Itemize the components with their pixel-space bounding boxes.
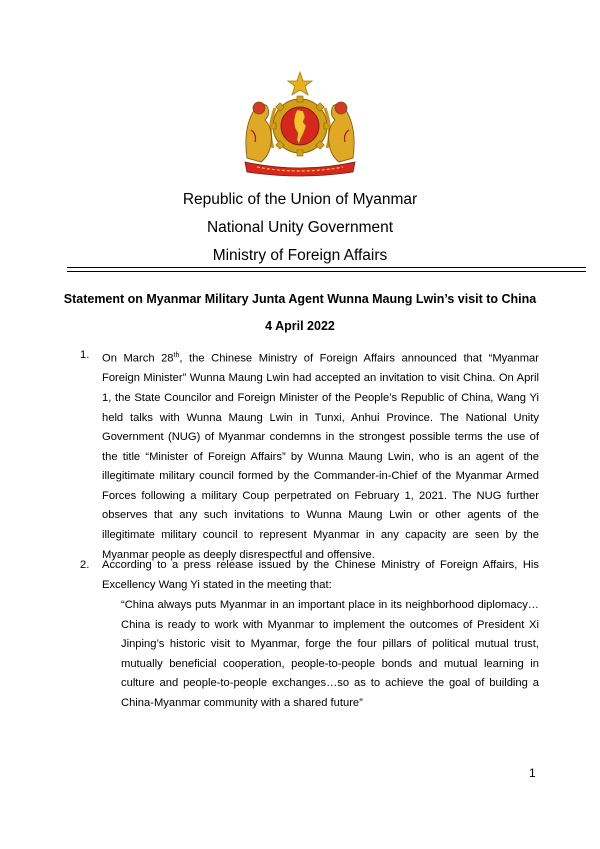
header-rule-top bbox=[67, 267, 586, 268]
paragraph-number: 1. bbox=[80, 349, 90, 361]
paragraph-2 bbox=[82, 556, 539, 595]
paragraph-text-start: On March 28 bbox=[102, 352, 174, 365]
state-emblem-icon bbox=[237, 70, 363, 178]
letterhead bbox=[0, 188, 600, 267]
block-quote: “China always puts Myanmar in an important place in its neighborhood diplomacy…China is ready to work with Myanmar to implement the outcomes of President Xi Jinping’s historic visit to Myanmar, forge the four pillars of political mutual trust, mutually beneficial cooperation, people-to-people bonds and mutual learning in culture and people-to-people exchanges…so as to achieve the goal of building a China-Myanmar community with a shared future” bbox=[121, 599, 539, 709]
paragraph-text bbox=[102, 346, 539, 565]
paragraph-text-rest: , the Chinese Ministry of Foreign Affairs announced that “Myanmar Foreign Minister” Wunna Maung Lwin had accepted an invitation to visit China. On April 1, the State Councilor and Foreign Minister of the People’s Republic of China, Wang Yi held talks with Wunna Maung Lwin in Tunxi, Anhui Province. The National Unity Government (NUG) of Myanmar condemns in the strongest possible terms the use of the title “Minister of Foreign Affairs” by Wunna Maung Lwin, who is an agent of the illegitimate military council formed by the Commander-in-Chief of the Myanmar Armed Forces following a military Coup perpetrated on February 1, 2021. The NUG further observes that any such invitations to Wunna Maung Lwin or other agents of the illegitimate military council to represent Myanmar in any capacity are seen by the Myanmar people as deeply disrespectful and offensive. bbox=[102, 352, 539, 561]
statement-title: Statement on Myanmar Military Junta Agent Wunna Maung Lwin’s visit to China bbox=[63, 292, 537, 306]
paragraph-text: According to a press release issued by the Chinese Ministry of Foreign Affairs, His Excellency Wang Yi stated in the meeting that: bbox=[102, 559, 539, 591]
header-rule-bottom bbox=[67, 271, 586, 272]
ordinal-suffix: th bbox=[173, 352, 180, 359]
paragraph-number: 2. bbox=[80, 559, 90, 571]
ministry-name: Ministry of Foreign Affairs bbox=[212, 247, 388, 264]
statement-date: 4 April 2022 bbox=[265, 319, 335, 333]
paragraph-1 bbox=[82, 346, 539, 565]
government-name: National Unity Government bbox=[206, 219, 394, 236]
country-name: Republic of the Union of Myanmar bbox=[182, 191, 418, 208]
statement-heading bbox=[0, 287, 600, 338]
page-number: 1 bbox=[529, 766, 536, 780]
